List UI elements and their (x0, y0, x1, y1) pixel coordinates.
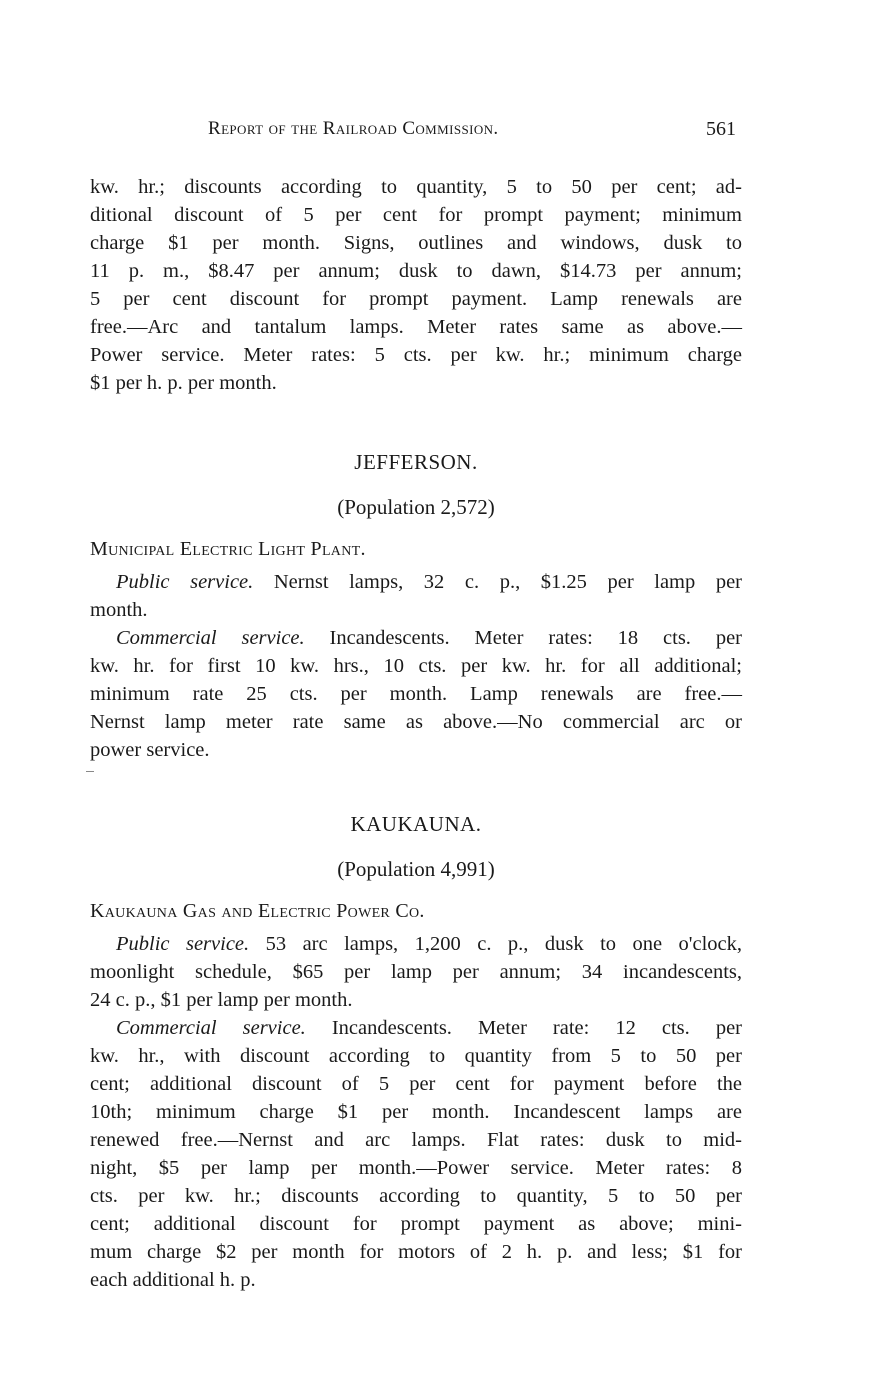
public-service-label: Public service. (116, 933, 250, 955)
margin-mark (86, 771, 94, 772)
public-service-line (90, 930, 742, 958)
paragraph-line: mum charge $2 per month for motors of 2 h. p. and less; $1 for (90, 1241, 742, 1263)
paragraph-line: night, $5 per lamp per month.—Power service. Meter rates: 8 (90, 1157, 742, 1179)
company-name-jefferson: Municipal Electric Light Plant. (90, 538, 366, 560)
paragraph-line: month. (90, 599, 148, 621)
commercial-service-line (90, 1014, 742, 1042)
paragraph-line: 5 per cent discount for prompt payment. Lamp renewals are (90, 288, 742, 310)
commercial-service-text: Incandescents. Meter rates: 18 cts. per (304, 627, 742, 649)
commercial-service-label: Commercial service. (116, 627, 305, 649)
population-kaukauna: (Population 4,991) (337, 857, 495, 881)
paragraph-line: moonlight schedule, $65 per lamp per annum; 34 incandescents, (90, 961, 742, 983)
paragraph-line: 24 c. p., $1 per lamp per month. (90, 989, 353, 1011)
paragraph-line: 11 p. m., $8.47 per annum; dusk to dawn, $14.73 per annum; (90, 260, 742, 282)
running-title: Report of the Railroad Commission. (208, 118, 499, 139)
running-header (90, 118, 742, 144)
public-service-text: Nernst lamps, 32 c. p., $1.25 per lamp per (253, 571, 743, 593)
paragraph-line: power service. (90, 739, 210, 761)
public-service-text: 53 arc lamps, 1,200 c. p., dusk to one o'clock, (249, 933, 743, 955)
paragraph-line: renewed free.—Nernst and arc lamps. Flat rates: dusk to mid- (90, 1129, 742, 1151)
paragraph-line: Power service. Meter rates: 5 cts. per kw. hr.; minimum charge (90, 344, 742, 366)
paragraph-line: charge $1 per month. Signs, outlines and windows, dusk to (90, 232, 742, 254)
commercial-service-text: Incandescents. Meter rate: 12 cts. per (305, 1017, 742, 1039)
paragraph-line: 10th; minimum charge $1 per month. Incandescent lamps are (90, 1101, 742, 1123)
paragraph-line: $1 per h. p. per month. (90, 372, 277, 394)
paragraph-line: cts. per kw. hr.; discounts according to quantity, 5 to 50 per (90, 1185, 742, 1207)
paragraph-line: kw. hr.; discounts according to quantity, 5 to 50 per cent; ad- (90, 176, 742, 198)
section-heading-jefferson: JEFFERSON. (354, 450, 478, 474)
paragraph-line: Nernst lamp meter rate same as above.—No commercial arc or (90, 711, 742, 733)
paragraph-line: cent; additional discount of 5 per cent for payment before the (90, 1073, 742, 1095)
public-service-label: Public service. (116, 571, 254, 593)
paragraph-line: ditional discount of 5 per cent for prompt payment; minimum (90, 204, 742, 226)
commercial-service-label: Commercial service. (116, 1017, 306, 1039)
paragraph-line: each additional h. p. (90, 1269, 256, 1291)
page-number: 561 (706, 118, 736, 140)
section-heading-kaukauna: KAUKAUNA. (350, 812, 482, 836)
population-jefferson: (Population 2,572) (337, 495, 495, 519)
public-service-line (90, 568, 742, 596)
paragraph-line: kw. hr. for first 10 kw. hrs., 10 cts. per kw. hr. for all additional; (90, 655, 742, 677)
commercial-service-line (90, 624, 742, 652)
paragraph-line: free.—Arc and tantalum lamps. Meter rates same as above.— (90, 316, 742, 338)
paragraph-line: cent; additional discount for prompt payment as above; mini- (90, 1213, 742, 1235)
paragraph-line: kw. hr., with discount according to quantity from 5 to 50 per (90, 1045, 742, 1067)
paragraph-line: minimum rate 25 cts. per month. Lamp renewals are free.— (90, 683, 742, 705)
company-name-kaukauna: Kaukauna Gas and Electric Power Co. (90, 900, 425, 922)
